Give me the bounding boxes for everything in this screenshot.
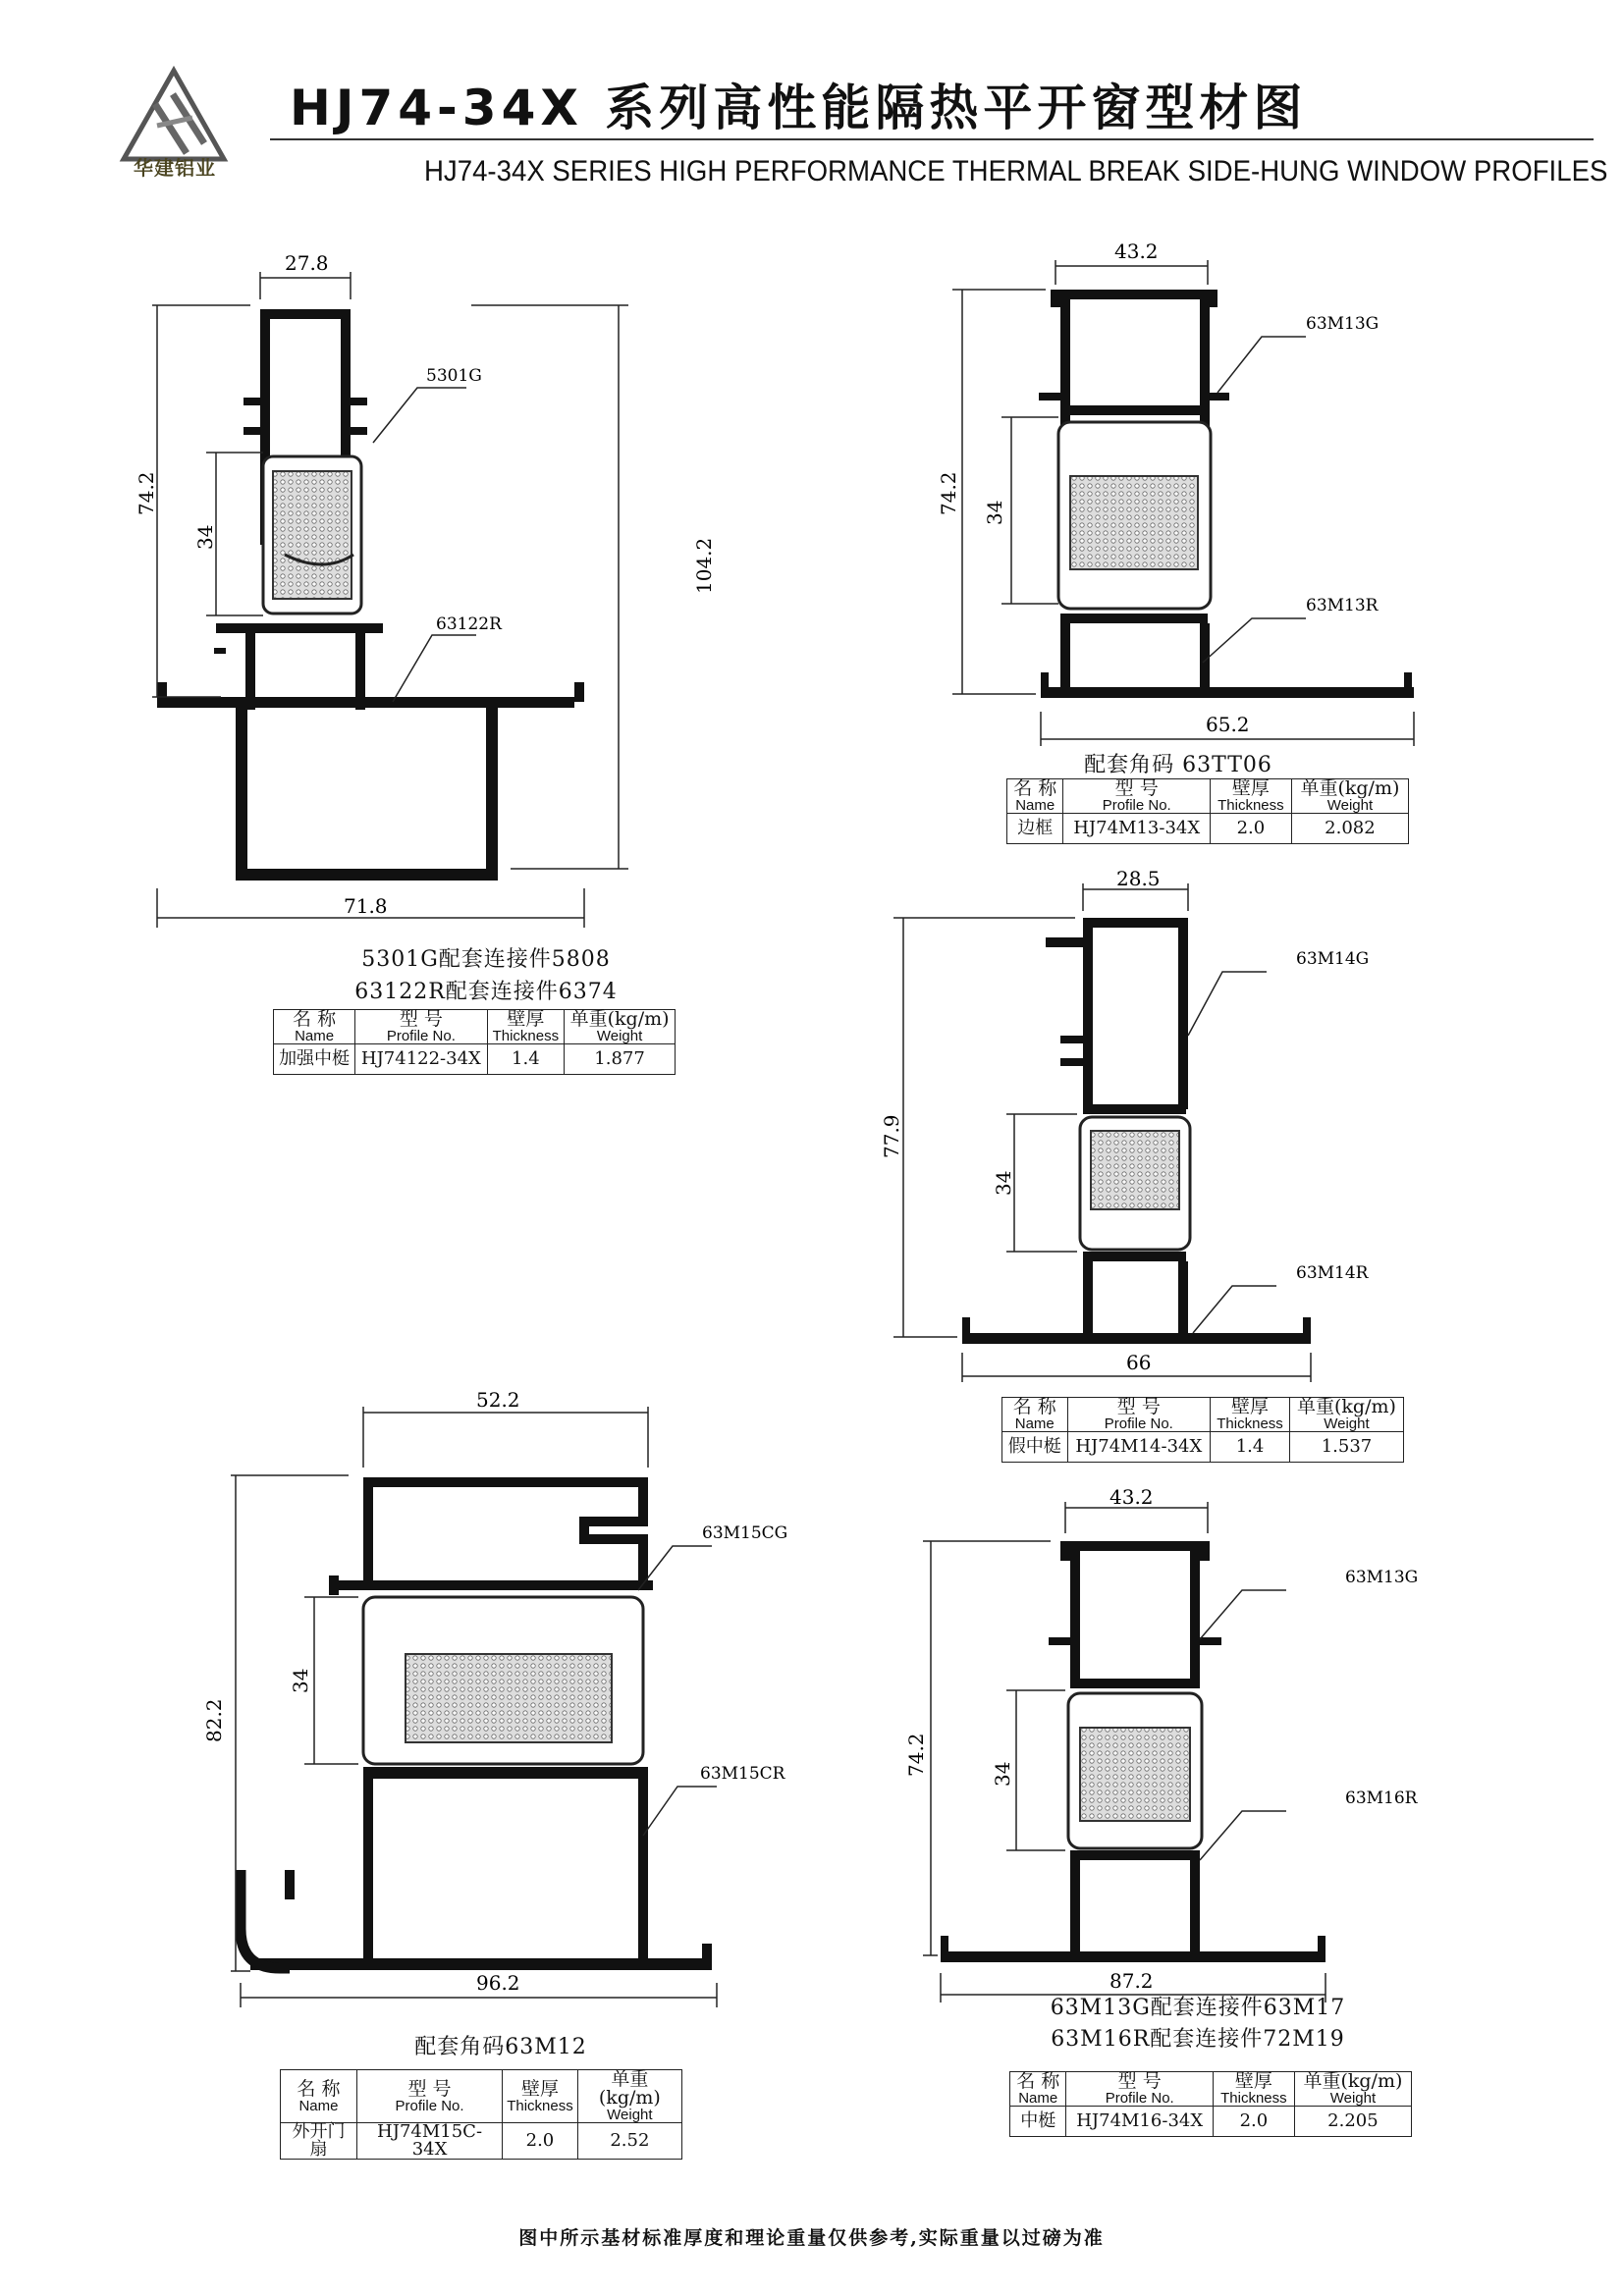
page-title: HJ74-34X 系列高性能隔热平开窗型材图 — [290, 80, 1308, 136]
caption: 63122R配套连接件6374 — [354, 980, 618, 1004]
dim-right: 104.2 — [692, 537, 716, 594]
dim-top: 28.5 — [1116, 867, 1161, 890]
spec-thickness: 2.0 — [1213, 2107, 1294, 2137]
spec-thickness: 2.0 — [503, 2123, 578, 2160]
dim-inner: 34 — [289, 1668, 312, 1693]
spec-table: 名 称 Name 型 号 Profile No. 壁厚 Thickness 单重(kg/m) Weight 外开门扇 HJ74M15C-34X 2.0 2.52 — [280, 2069, 682, 2160]
strip-label: 63M13G — [1306, 314, 1380, 334]
dim-inner: 34 — [991, 1761, 1014, 1787]
spec-thickness: 1.4 — [487, 1044, 565, 1075]
dim-inner: 34 — [992, 1170, 1015, 1196]
profile-drawing-hj74122 — [137, 250, 746, 937]
spec-weight: 2.52 — [577, 2123, 681, 2160]
dim-top: 52.2 — [476, 1388, 520, 1412]
dim-bottom: 66 — [1126, 1351, 1152, 1374]
dim-bottom: 71.8 — [344, 894, 388, 918]
profile-drawing-hj74m15c — [191, 1379, 800, 1995]
spec-name: 假中梃 — [1002, 1432, 1068, 1463]
spec-thickness: 1.4 — [1211, 1432, 1290, 1463]
spec-profile-no: HJ74M14-34X — [1067, 1432, 1211, 1463]
spec-name: 中梃 — [1010, 2107, 1066, 2137]
spec-profile-no: HJ74122-34X — [355, 1044, 487, 1075]
dim-top: 43.2 — [1114, 240, 1159, 263]
strip-label: 63122R — [436, 614, 502, 634]
spec-profile-no: HJ74M16-34X — [1066, 2107, 1213, 2137]
strip-label: 5301G — [426, 366, 482, 386]
strip-label: 63M14R — [1296, 1263, 1369, 1283]
footnote: 图中所示基材标准厚度和理论重量仅供参考,实际重量以过磅为准 — [518, 2227, 1105, 2249]
dim-bottom: 87.2 — [1109, 1969, 1154, 1993]
profile-drawing-hj74m14 — [869, 864, 1380, 1394]
caption: 63M13G配套连接件63M17 — [1050, 1996, 1346, 2020]
caption: 配套角码63M12 — [414, 2035, 587, 2059]
page-subtitle: HJ74-34X SERIES HIGH PERFORMANCE THERMAL BREAK SIDE-HUNG WINDOW PROFILES — [424, 155, 1608, 187]
dim-left: 77.9 — [880, 1114, 903, 1158]
spec-table: 名 称 Name 型 号 Profile No. 壁厚 Thickness 单重(kg/m) Weight 假中梃 HJ74M14-34X 1.4 1.537 — [1001, 1397, 1404, 1463]
strip-label: 63M13G — [1345, 1568, 1419, 1587]
dim-left: 74.2 — [904, 1733, 928, 1777]
dim-top: 43.2 — [1109, 1485, 1154, 1509]
spec-weight: 1.877 — [565, 1044, 676, 1075]
spec-name: 加强中梃 — [274, 1044, 355, 1075]
spec-weight: 2.205 — [1294, 2107, 1411, 2137]
strip-label: 63M16R — [1345, 1789, 1418, 1808]
dim-bottom: 65.2 — [1206, 713, 1250, 736]
logo-text: 华建铝业 — [134, 156, 216, 180]
spec-name: 边框 — [1007, 814, 1063, 844]
dim-top: 27.8 — [285, 251, 329, 275]
dim-bottom: 96.2 — [476, 1971, 520, 1995]
caption: 5301G配套连接件5808 — [361, 947, 611, 972]
spec-name: 外开门扇 — [281, 2123, 357, 2160]
spec-weight: 1.537 — [1289, 1432, 1403, 1463]
spec-table: 名 称 Name 型 号 Profile No. 壁厚 Thickness 单重(kg/m) Weight 加强中梃 HJ74122-34X 1.4 1.877 — [273, 1009, 676, 1075]
spec-profile-no: HJ74M13-34X — [1063, 814, 1210, 844]
strip-label: 63M15CG — [702, 1523, 788, 1543]
dim-inner: 34 — [193, 524, 217, 550]
strip-label: 63M14G — [1296, 949, 1370, 969]
spec-table: 名 称 Name 型 号 Profile No. 壁厚 Thickness 单重(kg/m) Weight 边框 HJ74M13-34X 2.0 2.082 — [1006, 778, 1409, 844]
spec-table: 名 称 Name 型 号 Profile No. 壁厚 Thickness 单重(kg/m) Weight 中梃 HJ74M16-34X 2.0 2.205 — [1009, 2071, 1412, 2137]
profile-drawing-hj74m16 — [884, 1482, 1453, 2012]
strip-label: 63M15CR — [700, 1764, 785, 1784]
spec-profile-no: HJ74M15C-34X — [356, 2123, 502, 2160]
dim-left: 74.2 — [135, 471, 158, 515]
dim-left: 82.2 — [202, 1698, 226, 1742]
spec-thickness: 2.0 — [1210, 814, 1291, 844]
strip-label: 63M13R — [1306, 596, 1379, 615]
spec-weight: 2.082 — [1291, 814, 1408, 844]
dim-inner: 34 — [983, 500, 1006, 525]
header-divider — [270, 138, 1594, 140]
caption: 63M16R配套连接件72M19 — [1051, 2027, 1345, 2052]
dim-left: 74.2 — [937, 471, 960, 515]
profile-drawing-hj74m13 — [913, 231, 1424, 761]
caption: 配套角码 63TT06 — [1084, 753, 1272, 777]
